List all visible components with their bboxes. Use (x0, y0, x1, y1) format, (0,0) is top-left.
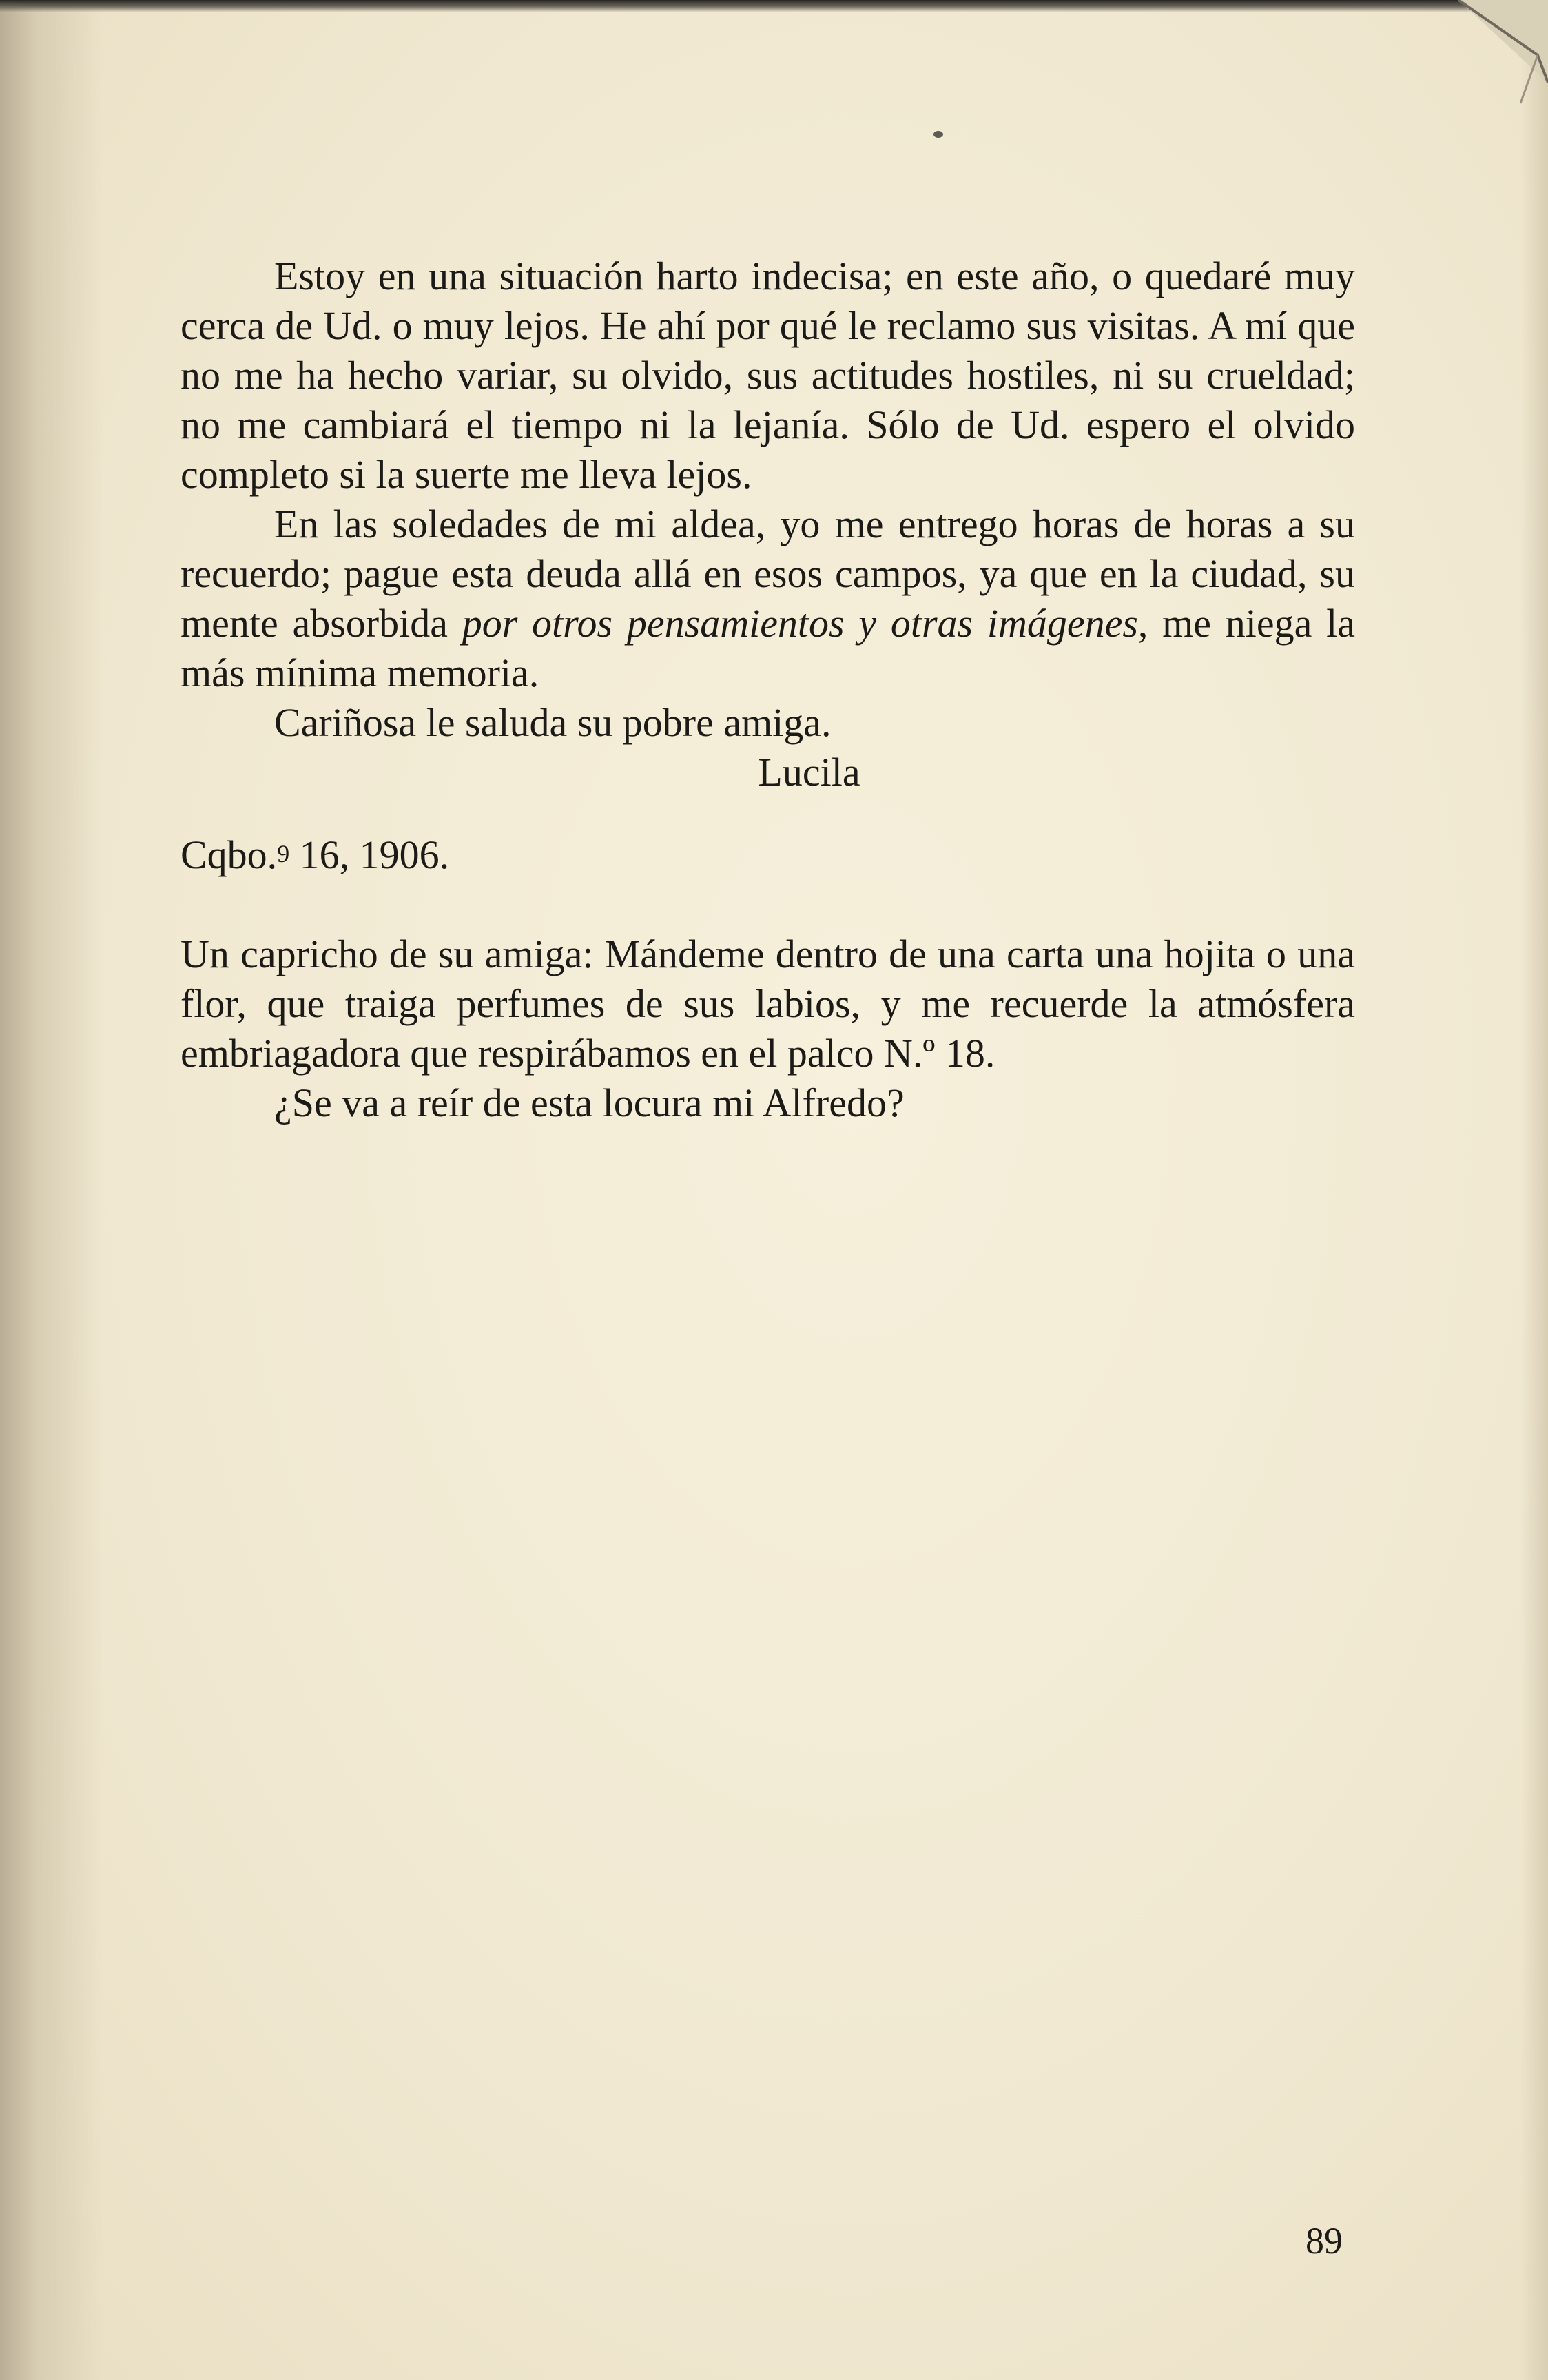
spine-shadow (0, 0, 103, 2380)
page-right-edge (1520, 0, 1548, 2380)
ink-speck (933, 131, 943, 138)
page-number: 89 (1306, 2220, 1343, 2261)
postscript-paragraph-2: ¿Se va a reír de esta locura mi Alfredo? (274, 1080, 905, 1125)
footnote-marker: 9 (277, 840, 290, 868)
paragraph-2-text: En las soledades de mi aldea, yo me entrego horas de horas a su recuerdo; pague esta deuda allá en esos campos, ya que en la ciudad, su mente absorbida (180, 502, 1355, 646)
dateline-date: 16, 1906. (289, 832, 450, 877)
paragraph-2-text-end: , me niega la más mínima memoria. (180, 601, 1355, 695)
letter-closing: Cariñosa le saluda su pobre amiga. (274, 700, 832, 745)
letter-paragraph-1: Estoy en una situación harto indecisa; en este año, o quedaré muy cerca de Ud. o muy lejos. He ahí por qué le reclamo sus visitas. A mí que no me ha hecho variar, su olvido, sus actitudes hostiles, ni su crueldad; no me cambiará el tiempo ni la lejanía. Sólo de Ud. espero el olvido completo si la suerte me lleva lejos. (180, 254, 1355, 497)
postscript-paragraph-1: Un capricho de su amiga: Mándeme dentro de una carta una hojita o una flor, que traiga perfumes de sus labios, y me recuerde la atmósfera embriagadora que respirábamos en el palco N.º 18. (180, 932, 1355, 1076)
dateline-place: Cqbo. (180, 832, 278, 877)
paragraph-2-italic: por otros pensamientos y otras imágenes (462, 601, 1138, 646)
letter-dateline (180, 830, 1355, 880)
letter-signature: Lucila (758, 750, 860, 794)
page-top-edge (0, 0, 1548, 12)
letter-paragraph-2 (180, 500, 1355, 698)
folded-corner-icon (1417, 0, 1548, 131)
letter-text (180, 252, 1355, 1128)
